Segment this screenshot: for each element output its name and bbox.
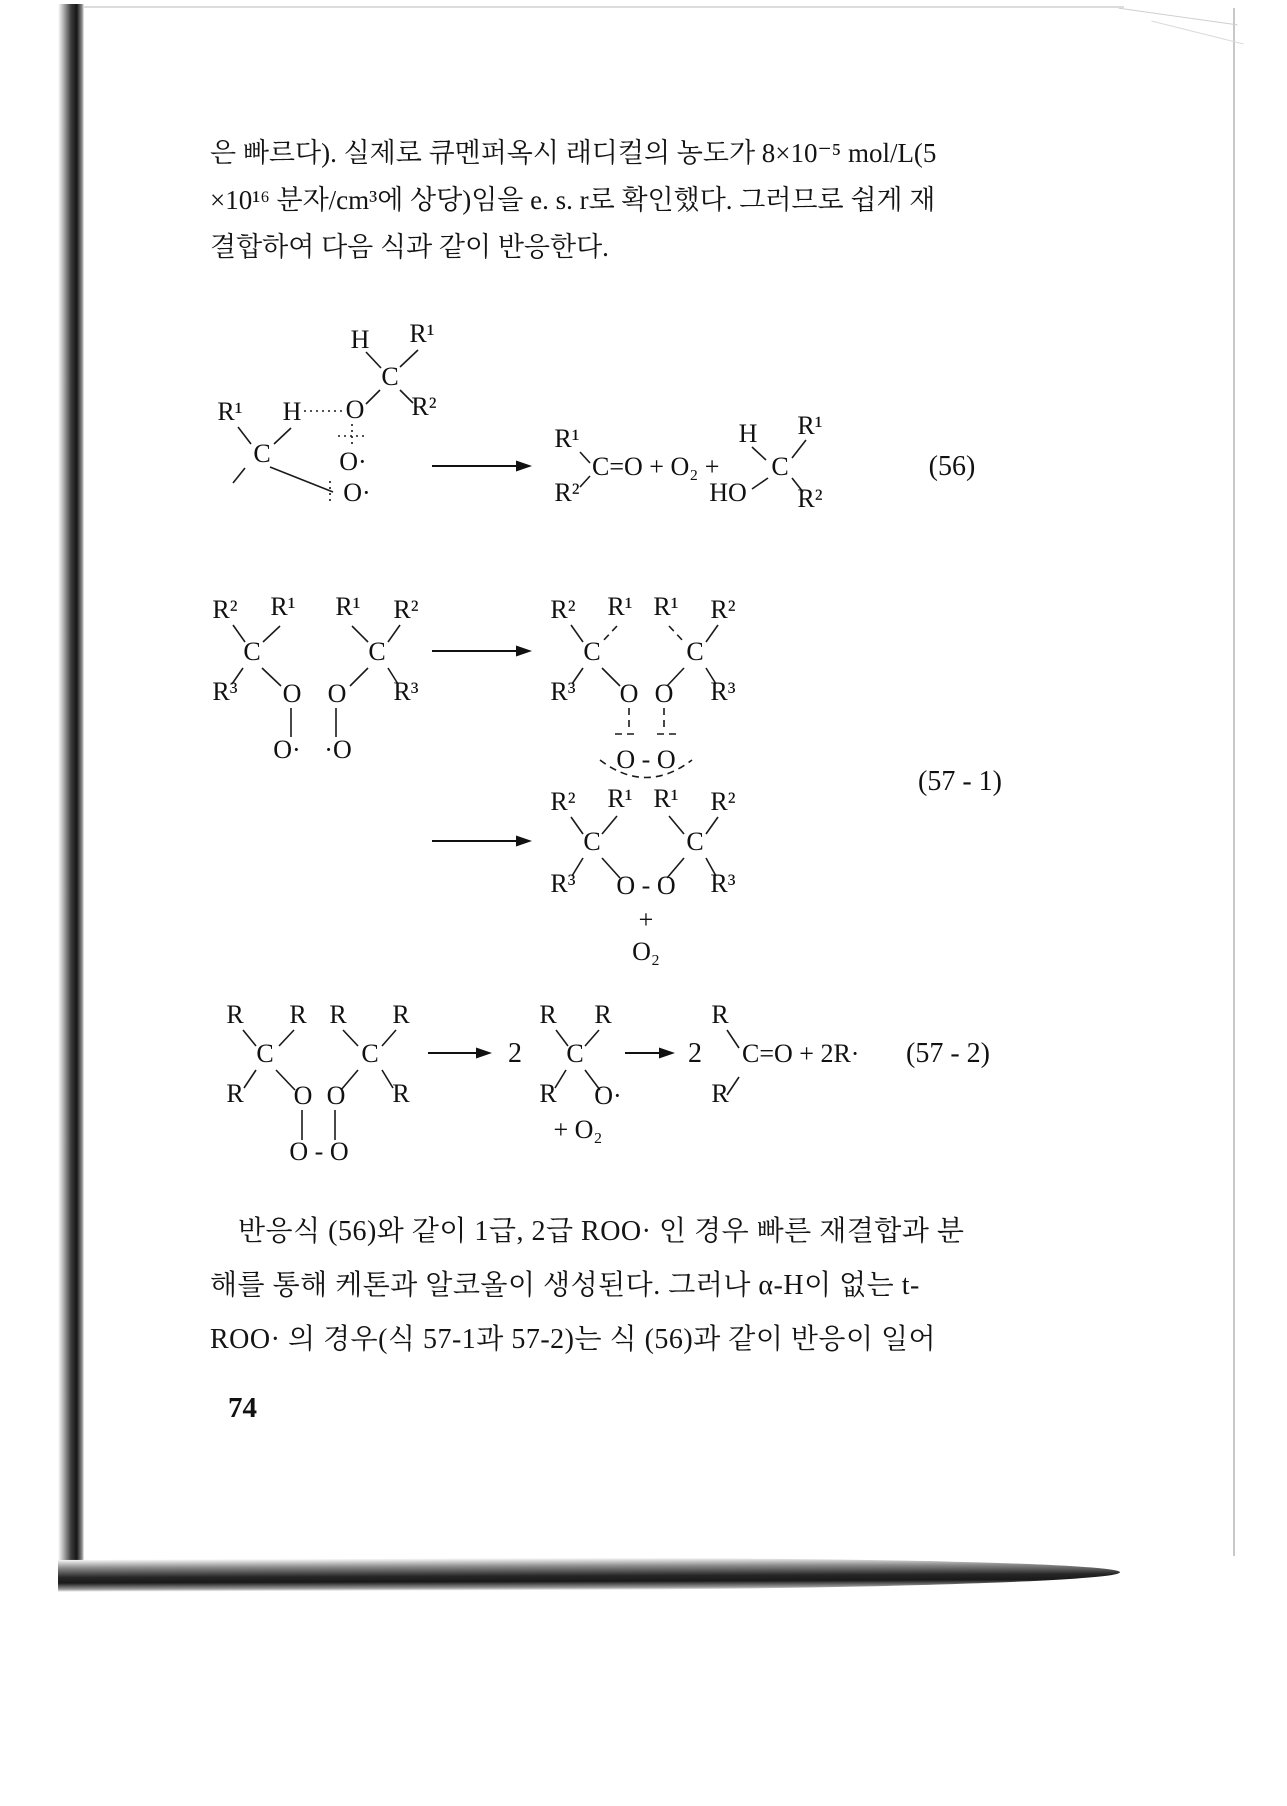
atom-label: ·O bbox=[324, 735, 352, 764]
atom-label: C bbox=[583, 827, 601, 856]
bond bbox=[571, 817, 583, 834]
atom-label: O₂ bbox=[632, 937, 660, 966]
atom-label: H bbox=[282, 397, 302, 426]
atom-label: C bbox=[243, 637, 261, 666]
bond bbox=[352, 626, 368, 642]
bond bbox=[343, 1030, 358, 1046]
bond bbox=[706, 625, 718, 642]
bond bbox=[602, 668, 620, 686]
atom-label: R¹ bbox=[797, 411, 823, 440]
atom-label: R¹ bbox=[217, 397, 243, 426]
atom-label: R bbox=[594, 1000, 612, 1029]
bond bbox=[279, 1030, 294, 1046]
reaction-arrow-head bbox=[516, 836, 532, 847]
atom-label: C=O + O₂ + bbox=[592, 452, 720, 481]
atom-label: C bbox=[253, 439, 271, 468]
atom-label: O - O bbox=[616, 745, 676, 774]
atom-label: O bbox=[327, 679, 347, 708]
atom-label: R bbox=[329, 1000, 347, 1029]
bond bbox=[580, 476, 590, 487]
bond bbox=[792, 440, 806, 458]
paragraph-line: ROO· 의 경우(식 57-1과 57-2)는 식 (56)과 같이 반응이 일어 bbox=[210, 1324, 937, 1355]
partial-bond bbox=[669, 626, 684, 642]
atom-label: HO bbox=[709, 478, 747, 507]
reaction-arrow-head bbox=[516, 646, 532, 657]
partial-bond bbox=[602, 626, 617, 642]
reaction-scheme-56 bbox=[170, 315, 1030, 540]
atom-label: O bbox=[293, 1081, 313, 1110]
bond bbox=[400, 350, 418, 367]
intro-paragraph bbox=[210, 130, 1010, 271]
bond bbox=[727, 1077, 739, 1095]
bond bbox=[276, 1070, 295, 1090]
atom-label: R¹ bbox=[335, 592, 361, 621]
equation-number: (56) bbox=[928, 451, 976, 482]
atom-label: C bbox=[256, 1039, 274, 1068]
atom-label: O· bbox=[339, 447, 367, 476]
atom-label: R² bbox=[554, 478, 580, 507]
atom-label: R² bbox=[550, 787, 576, 816]
reaction-arrow-head bbox=[516, 461, 532, 472]
closing-paragraph bbox=[210, 1205, 1010, 1367]
atom-label: C bbox=[686, 827, 704, 856]
atom-label: R bbox=[711, 1079, 729, 1108]
atom-label: R¹ bbox=[409, 319, 435, 348]
bond bbox=[585, 1030, 599, 1046]
bond bbox=[580, 452, 590, 463]
atom-label: C bbox=[583, 637, 601, 666]
bond bbox=[366, 352, 381, 368]
atom-label: C bbox=[771, 452, 789, 481]
atom-label: R² bbox=[710, 787, 736, 816]
atom-label: O bbox=[345, 395, 365, 424]
plus-sign: + bbox=[638, 905, 654, 934]
bond bbox=[382, 1030, 396, 1046]
bond bbox=[706, 817, 718, 834]
atom-label: R bbox=[226, 1000, 244, 1029]
bond bbox=[263, 626, 280, 642]
atom-label: R bbox=[392, 1000, 410, 1029]
bond bbox=[233, 468, 245, 483]
bond bbox=[270, 467, 333, 492]
bond bbox=[669, 816, 684, 834]
atom-label: R¹ bbox=[554, 424, 580, 453]
atom-label: R² bbox=[550, 595, 576, 624]
atom-label: R bbox=[289, 1000, 307, 1029]
equation-number: (57 - 1) bbox=[918, 766, 1002, 797]
bond bbox=[727, 1030, 739, 1048]
atom-label: O bbox=[282, 679, 302, 708]
atom-label: C bbox=[566, 1039, 584, 1068]
equation-number: (57 - 2) bbox=[906, 1038, 990, 1069]
atom-label: R³ bbox=[550, 677, 576, 706]
paragraph-line: ×10¹⁶ 분자/cm³에 상당)임을 e. s. r로 확인했다. 그러므로 쉽게 재 bbox=[210, 185, 936, 215]
atom-label: R³ bbox=[212, 677, 238, 706]
page-edge-right bbox=[1233, 8, 1235, 1556]
page-edge-shadow-left bbox=[58, 4, 84, 1590]
paragraph-line: 결합하여 다음 식과 같이 반응한다. bbox=[210, 232, 609, 262]
page-edge-shadow-bottom bbox=[58, 1556, 1120, 1592]
bond bbox=[752, 447, 766, 460]
atom-label: R³ bbox=[550, 869, 576, 898]
paragraph-line: 은 빠르다). 실제로 큐멘퍼옥시 래디컬의 농도가 8×10⁻⁵ mol/L(5 bbox=[210, 138, 937, 168]
atom-label: C=O + 2R· bbox=[742, 1039, 860, 1068]
atom-label: O - O bbox=[289, 1137, 349, 1166]
bond bbox=[752, 478, 768, 489]
bond bbox=[274, 428, 291, 444]
bond bbox=[571, 625, 583, 642]
bond bbox=[243, 1030, 256, 1046]
reaction-scheme-57-1 bbox=[170, 585, 1030, 970]
bond bbox=[388, 625, 400, 642]
atom-label: O bbox=[619, 679, 639, 708]
atom-label: R¹ bbox=[653, 592, 679, 621]
paragraph-line: 반응식 (56)와 같이 1급, 2급 ROO· 인 경우 빠른 재결합과 분 bbox=[238, 1216, 965, 1247]
paragraph-line: 해를 통해 케톤과 알코올이 생성된다. 그러나 α-H이 없는 t- bbox=[210, 1270, 920, 1301]
page-edge-top bbox=[84, 6, 1124, 8]
atom-label: R bbox=[226, 1079, 244, 1108]
atom-label: R¹ bbox=[270, 592, 296, 621]
bond bbox=[350, 668, 368, 686]
bond bbox=[244, 1070, 256, 1088]
bond bbox=[602, 816, 617, 834]
atom-label: C bbox=[381, 362, 399, 391]
atom-label: O· bbox=[343, 478, 371, 507]
atom-label: R bbox=[539, 1079, 557, 1108]
atom-label: O bbox=[654, 679, 674, 708]
atom-label: C bbox=[368, 637, 386, 666]
atom-label: R¹ bbox=[607, 592, 633, 621]
atom-label: H bbox=[350, 325, 370, 354]
atom-label: R bbox=[711, 1000, 729, 1029]
atom-label: R bbox=[539, 1000, 557, 1029]
atom-label: H bbox=[738, 419, 758, 448]
atom-label: R¹ bbox=[653, 784, 679, 813]
atom-label: R² bbox=[797, 484, 823, 513]
reaction-arrow-head bbox=[659, 1048, 675, 1059]
corner-fold-mark bbox=[1119, 8, 1238, 26]
atom-label: R² bbox=[710, 595, 736, 624]
coefficient: 2 bbox=[688, 1038, 702, 1069]
bond bbox=[366, 390, 380, 404]
bond bbox=[262, 668, 281, 686]
atom-label: R¹ bbox=[607, 784, 633, 813]
atom-label: O bbox=[326, 1081, 346, 1110]
atom-label: R³ bbox=[393, 677, 419, 706]
reaction-scheme-57-2 bbox=[170, 995, 1030, 1180]
atom-label: O - O bbox=[616, 871, 676, 900]
atom-label: O· bbox=[594, 1081, 622, 1110]
bond bbox=[238, 427, 251, 444]
atom-label: R³ bbox=[710, 869, 736, 898]
atom-label: + O₂ bbox=[553, 1115, 603, 1144]
reaction-arrow-head bbox=[476, 1048, 492, 1059]
atom-label: C bbox=[686, 637, 704, 666]
atom-label: R² bbox=[393, 595, 419, 624]
atom-label: O· bbox=[273, 735, 301, 764]
coefficient: 2 bbox=[508, 1038, 522, 1069]
atom-label: R bbox=[392, 1079, 410, 1108]
atom-label: R³ bbox=[710, 677, 736, 706]
atom-label: R² bbox=[212, 595, 238, 624]
atom-label: R² bbox=[411, 392, 437, 421]
page-number: 74 bbox=[228, 1392, 257, 1424]
atom-label: C bbox=[361, 1039, 379, 1068]
